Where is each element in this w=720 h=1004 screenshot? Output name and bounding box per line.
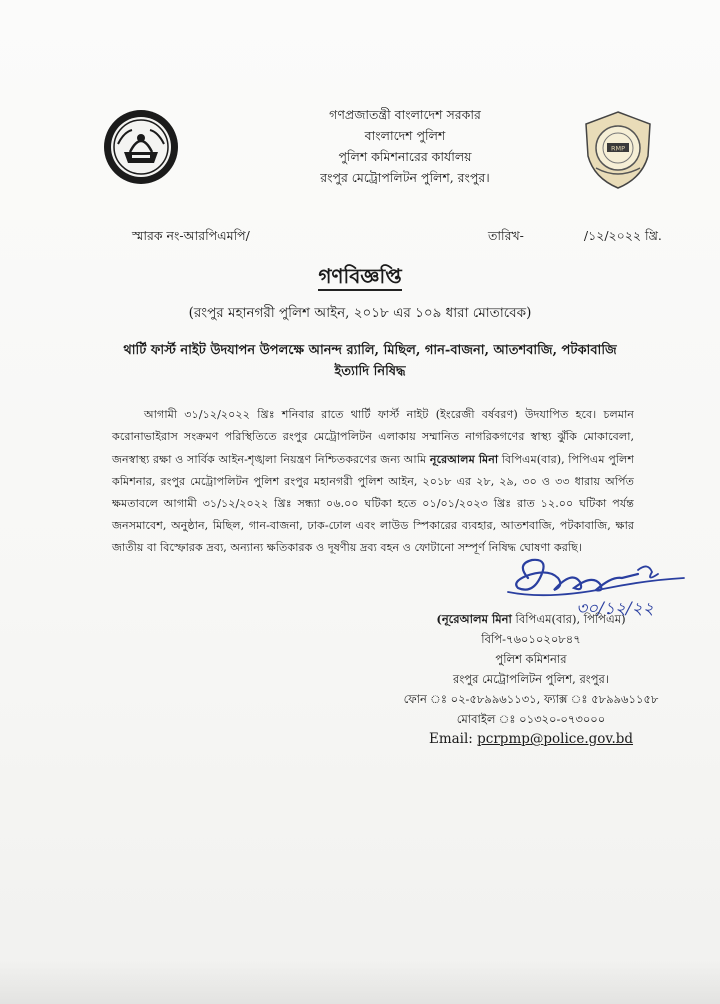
- heading-line-police: বাংলাদেশ পুলিশ: [364, 128, 446, 143]
- bangladesh-police-emblem-icon: [102, 108, 180, 186]
- signatory-email-line: [396, 729, 666, 749]
- rangpur-metropolitan-police-emblem-icon: [582, 110, 654, 190]
- email-label: Email:: [428, 731, 478, 747]
- svg-text:RMP: RMP: [610, 144, 626, 153]
- notice-title-text: গণবিজ্ঞপ্তি: [318, 264, 401, 291]
- body-part-2: বিপিএম(বার), পিপিএম পুলিশ কমিশনার, রংপুর মেট্রোপলিটন পুলিশ রংপুর মহানগরী পুলিশ আইন, ২০১৮ এর ২৮, ২৯, ৩০ ও ৩৩ ধারায় অর্পিত ক্ষমতাবলে আগামী ৩১/১২/২০২২ খ্রিঃ সন্ধ্যা ০৬.০০ ঘটিকা হতে ০১/০১/২০২৩ খ্রিঃ রাত ১২.০০ ঘটিকা পর্যন্ত জনসমাবেশ, অনুষ্ঠান, মিছিল, গান-বাজনা, ঢাক-ঢোল এবং লাউড স্পিকারের ব্যবহার, আতশবাজি, পটকাবাজি, ক্ষার জাতীয় বা বিস্ফোরক দ্রব্য, অন্যান্য ক্ষতিকারক ও দূষণীয় দ্রব্য বহন ও ফোটানো সম্পূর্ণ নিষিদ্ধ ঘোষণা করছি।: [112, 453, 635, 554]
- date-line: [488, 228, 662, 248]
- date-value: /১২/২০২২ খ্রি.: [583, 228, 662, 243]
- page-bottom-shadow: [0, 960, 720, 1004]
- signatory-designation: পুলিশ কমিশনার: [495, 652, 567, 666]
- signatory-block: [396, 609, 666, 749]
- memo-number: স্মারক নং-আরপিএমপি/: [132, 228, 250, 243]
- signatory-office: রংপুর মেট্রোপলিটন পুলিশ, রংপুর।: [453, 672, 609, 686]
- signatory-mobile: মোবাইল ঃ ০১৩২০-০৭৩০০০: [456, 712, 606, 726]
- email-link[interactable]: pcrpmp@police.gov.bd: [477, 731, 634, 747]
- commissioner-name: নূরেআলম মিনা: [429, 452, 499, 466]
- notice-title: [0, 262, 720, 295]
- signatory-name-line: [396, 609, 666, 629]
- office-heading: [240, 104, 570, 188]
- notice-subtitle: (রংপুর মহানগরী পুলিশ আইন, ২০১৮ এর ১০৯ ধারা মোতাবেক): [188, 305, 532, 321]
- signature-date: ৩০/১২/২২: [576, 599, 654, 619]
- notice-body: [112, 404, 634, 559]
- signatory-bp-number: বিপি-৭৬০১০২০৮৪৭: [481, 632, 581, 646]
- signatory-titles: বিপিএম(বার), পিপিএম): [511, 612, 626, 626]
- signatory-name: (নূরেআলম মিনা: [436, 612, 512, 626]
- heading-line-location: রংপুর মেট্রোপলিটন পুলিশ, রংপুর।: [320, 170, 490, 185]
- date-label: তারিখ-: [488, 228, 524, 243]
- notice-subject: থার্টি ফার্স্ট নাইট উদযাপন উপলক্ষে আনন্দ র‌্যালি, মিছিল, গান-বাজনা, আতশবাজি, পটকাবাজি ইত্যাদি নিষিদ্ধ: [123, 343, 617, 379]
- heading-line-office: পুলিশ কমিশনারের কার্যালয়: [338, 149, 472, 164]
- body-part-1: আগামী ৩১/১২/২০২২ খ্রিঃ শনিবার রাতে থার্টি ফার্স্ট নাইট (ইংরেজী বর্ষবরণ) উদযাপিত হবে। চলমান করোনাভাইরাস সংক্রমণ পরিস্থিতিতে রংপুর মেট্রোপলিটন এলাকায় সম্মানিত নাগরিকগণের স্বাস্থ্য ঝুঁকি মোকাবেলা, জনস্বাস্থ্য রক্ষা ও সার্বিক আইন-শৃঙ্খলা নিয়ন্ত্রণ নিশ্চিতকরণের জন্য আমি: [112, 408, 634, 466]
- signatory-phone-fax: ফোন ঃ ০২-৫৮৯৯৬১১৩১, ফ্যাক্স ঃ ৫৮৯৯৬১১৫৮: [403, 692, 659, 706]
- heading-line-government: গণপ্রজাতন্ত্রী বাংলাদেশ সরকার: [329, 107, 481, 122]
